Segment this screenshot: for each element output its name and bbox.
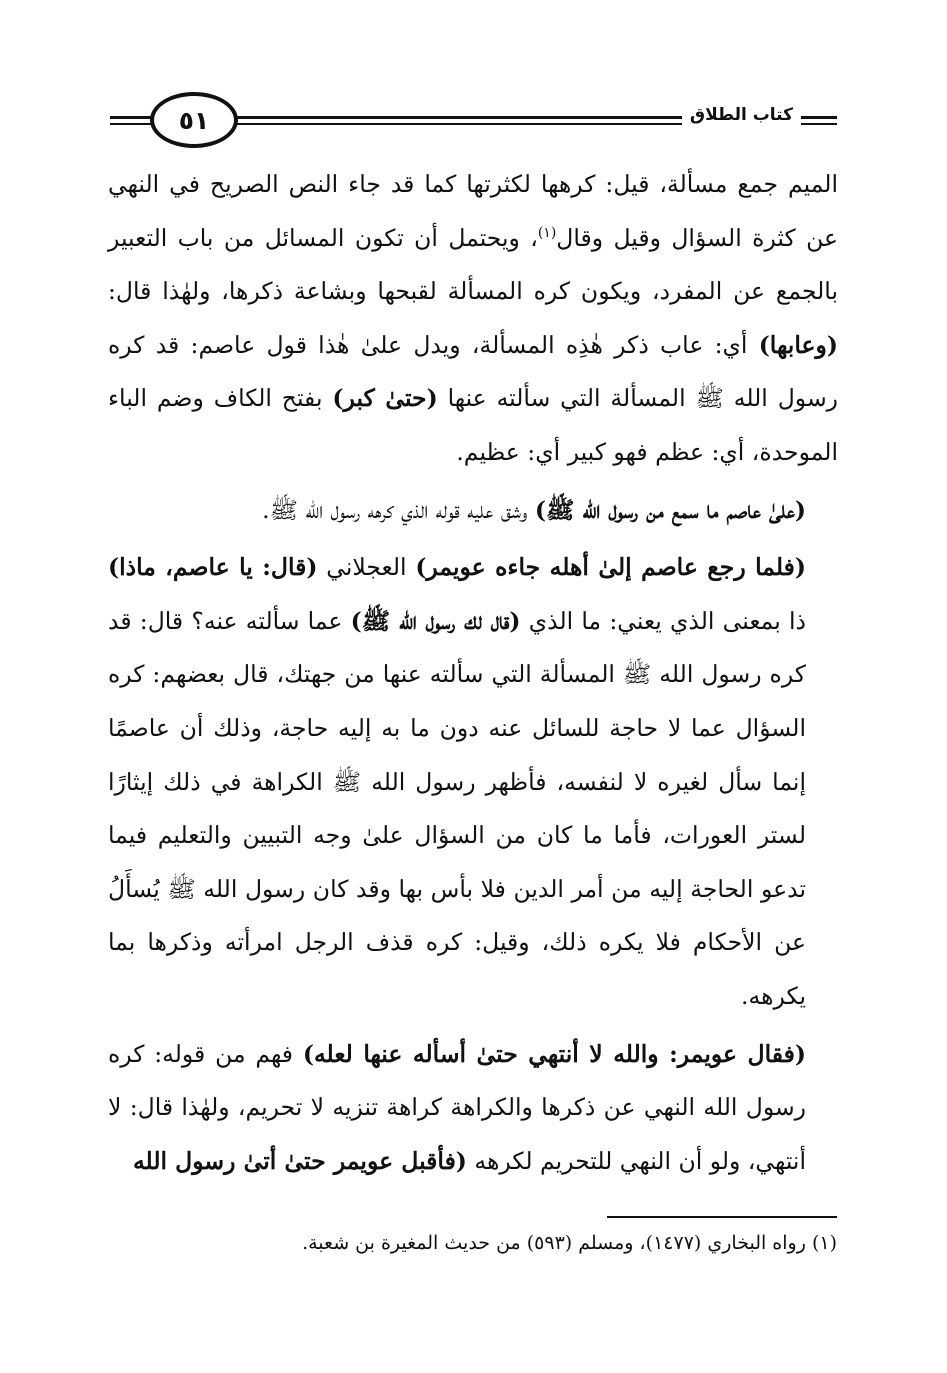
paragraph xyxy=(108,541,838,1023)
commentary-text: ، ويحتمل أن تكون المسائل من باب التعبير بالجمع عن المفرد، ويكون كره المسألة لقبحها وبشاعة ذكرها، ولهٰذا قال: xyxy=(108,223,838,306)
commentary-text: فهم من قوله: كره رسول الله النهي عن ذكرها والكراهة كراهة تنزيه لا تحريم، ولهٰذا قال: لا أنتهي، ولو أن النهي للتحريم لكرهه xyxy=(108,1039,806,1175)
quoted-hadith-text: (فأقبل عويمر حتىٰ أتىٰ رسول الله xyxy=(132,1146,467,1175)
commentary-text: العجلاني xyxy=(317,553,416,582)
quoted-hadith-text: (فقال عويمر: والله لا أنتهي حتىٰ أسأله عنها لعله) xyxy=(302,1039,806,1068)
quoted-hadith-text: (فلما رجع عاصم إلىٰ أهله جاءه عويمر) xyxy=(415,553,806,582)
paragraph xyxy=(108,484,838,538)
quoted-hadith-text: (وعابها) xyxy=(758,330,838,359)
commentary-text: وشق عليه قوله الذي كرهه رسول الله ﷺ. xyxy=(262,495,535,524)
commentary-text: بفتح الكاف وضم الباء الموحدة، أي: عظم فهو كبير أي: عظيم. xyxy=(108,384,838,466)
footnote-separator xyxy=(607,1216,837,1218)
paragraph xyxy=(108,1028,838,1189)
header-rule-left xyxy=(110,116,152,119)
footnote-reference: (١) xyxy=(537,224,557,241)
chapter-title: كتاب الطلاق xyxy=(682,105,801,125)
footnote-marker: (١) xyxy=(811,1232,837,1254)
quoted-hadith-text: (علىٰ عاصم ما سمع من رسول الله ﷺ) xyxy=(534,495,806,524)
quoted-hadith-text: (قال: يا عاصم، ماذا) xyxy=(108,553,318,582)
commentary-text: ذا بمعنى الذي يعني: ما الذي xyxy=(520,606,807,635)
commentary-text: أي: عاب ذكر هٰذِه المسألة، ويدل علىٰ هٰذا قول عاصم: قد كره رسول الله ﷺ المسألة التي سألته عنها xyxy=(108,330,838,413)
page-number: ٥١ xyxy=(150,92,238,148)
paragraph xyxy=(108,158,838,480)
footnote-text: رواه البخاري (١٤٧٧)، ومسلم (٥٩٣) من حديث المغيرة بن شعبة. xyxy=(302,1232,806,1254)
main-text xyxy=(108,158,838,1188)
quoted-hadith-text: (حتىٰ كبر) xyxy=(332,384,438,413)
header-rule-left-lower xyxy=(110,123,152,125)
footnote xyxy=(117,1228,837,1258)
quoted-hadith-text: (قال لك رسول الله ﷺ) xyxy=(350,606,521,635)
page-header xyxy=(110,88,837,152)
commentary-text: عما سألته عنه؟ قال: قد كره رسول الله ﷺ المسألة التي سألته عنها من جهتك، قال بعضهم: كره السؤال عما لا حاجة للسائل عنه دون ما به إليه حاجة، وذلك أن عاصمًا إنما سأل لغيره لا لنفسه، فأظهر رسول الله ﷺ الكراهة في ذلك إيثارًا لستر العورات، فأما ما كان من السؤال علىٰ وجه التبيين والتعليم فيما تدعو الحاجة إليه من أمر الدين فلا بأس بها وقد كان رسول الله ﷺ يُسأَلُ عن الأحكام فلا يكره ذلك، وقيل: كره قذف الرجل امرأته وذكرها بما يكرهه. xyxy=(108,606,806,1010)
commentary-text: الميم جمع مسألة، قيل: كرهها لكثرتها كما قد جاء النص الصريح في النهي عن كثرة السؤال وقيل وقال xyxy=(108,170,838,252)
